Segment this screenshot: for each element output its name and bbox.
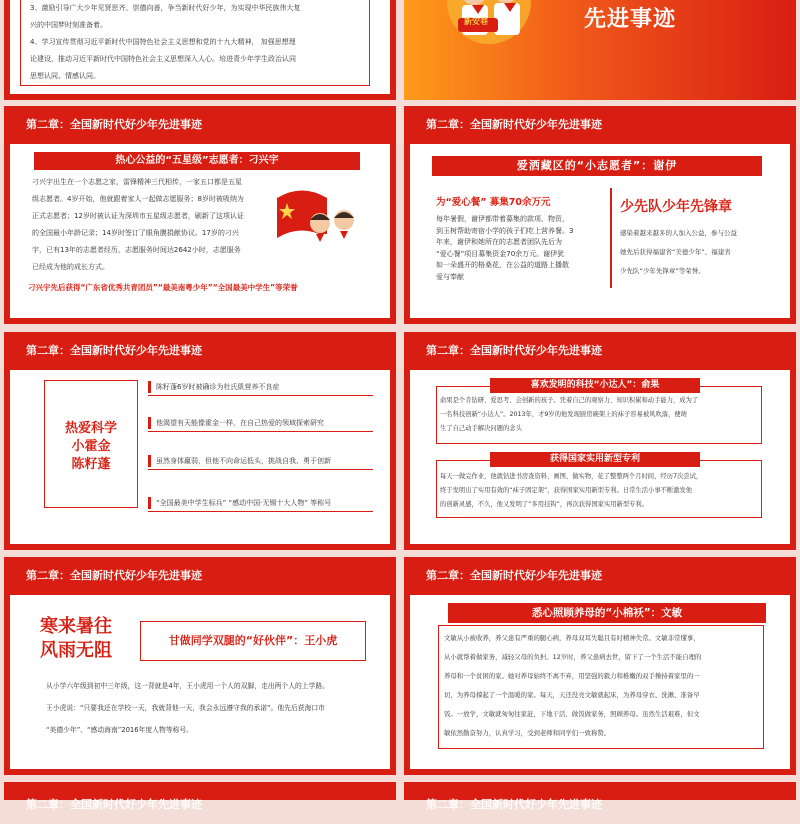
flag-kids-illustration <box>272 178 372 278</box>
slide-4-content <box>410 144 790 318</box>
chapter-title: 第二章：全国新时代好少年先进事迹 <box>426 569 602 582</box>
slide-7-header: 甘做同学双腿的“好伙伴”：王小虎 <box>168 634 338 647</box>
text-line: 刁兴宇出生在一个志愿之家，雷锋精神三代相传，一家五口都是五星 <box>32 178 242 186</box>
slide-5 <box>4 332 396 550</box>
slide-6-header-2: 获得国家实用新型专利 <box>490 452 700 467</box>
text-line: 的创新灵感，不久，他又发明了“多用挂钩”，再次获得国家实用新型专利。 <box>440 501 649 508</box>
text-line: “美德少年”、“感动海南”2016年度人物等称号。 <box>46 726 193 734</box>
text-line: 正式志愿者；12岁时被认证为深圳市五星级志愿者，刷新了这项认证 <box>32 212 244 220</box>
chapter-title: 第二章：全国新时代好少年先进事迹 <box>26 118 202 131</box>
mascot-illustration <box>434 0 544 42</box>
slide-8 <box>404 557 796 775</box>
slide-6-body-2 <box>440 470 760 512</box>
slide-5-item: 陈籽蓬6岁时被确诊为杜氏肌营养不良症 <box>148 378 373 396</box>
slide-2-title: 先进事迹 <box>584 7 677 32</box>
slide-8-content <box>410 595 790 769</box>
slide-7-content <box>10 595 390 769</box>
slide-3-content <box>10 144 390 318</box>
slide-7 <box>4 557 396 775</box>
slide-6-header-1: 喜欢发明的科技“小达人”：俞果 <box>490 378 700 393</box>
text-line: 文敏从小被收养，养父患有严重的腿心病，养母双耳失聪且有时精神失常。文敏非常懂事， <box>444 634 700 642</box>
text-line: 感染着越来越多的人加入公益，参与公益 <box>620 229 737 237</box>
slide-2 <box>404 0 796 100</box>
slide-5-item: “全国最美中学生标兵” “感动中国·无锡十大人物” 等称号 <box>148 494 373 512</box>
slide-5-title <box>44 420 138 474</box>
slide-7-big-title <box>40 615 112 663</box>
text-line: “爱心餐”项目募集资金70余万元。谢伊犹 <box>436 249 565 258</box>
text-line: 王小虎说：“只要我还在学校一天，我就背他一天，我会永远遵守我的承诺”。他先后获海口市 <box>46 704 325 712</box>
text-line: 论建设，推动习近平新时代中国特色社会主义思想深入人心。培进青少年学生政治认同 <box>30 55 296 63</box>
slide-1-text <box>30 0 370 85</box>
flag-icon <box>272 178 372 278</box>
slide-3-honor: 刁兴宇先后获得“广东省优秀共青团员”“最美南粤少年”“全国最美中学生”等荣誉 <box>28 283 298 292</box>
text-line: 少先队“少年先锋章”等荣誉。 <box>620 267 705 275</box>
text-line: 的全国最小年龄记录；14岁时签订了眼角膜捐献协议。17岁的刁兴 <box>32 229 239 237</box>
slide-6-body-1 <box>440 394 760 436</box>
text-line: 从小学六年级到初中三年级，这一背就是4年，王小虎用一个人的双脚，走出两个人的上学路。 <box>46 682 329 690</box>
chapter-title: 第二章：全国新时代好少年先进事迹 <box>426 344 602 357</box>
text-line: 级志愿者。4岁开始，他就跟着家人一起做志愿服务；8岁时被吸纳为 <box>32 195 244 203</box>
slide-4 <box>404 106 796 324</box>
chapter-title: 第二章：全国新时代好少年先进事迹 <box>26 569 202 582</box>
mascot-badge: 新安巷 <box>464 17 488 26</box>
text-line: 她先后获得福建省“美德少年”、福建省 <box>620 248 731 256</box>
text-line: 4、学习宣传贯彻习近平新时代中国特色社会主义思想和党的十九大精神， 加强思想理 <box>30 38 296 46</box>
slide-6 <box>404 332 796 550</box>
slide-3 <box>4 106 396 324</box>
title-line: 陈籽蓬 <box>71 457 111 472</box>
text-line: 思想认同、情感认同。 <box>30 72 100 80</box>
text-line: 兴的中国梦时刻准备着。 <box>30 21 107 29</box>
text-line: 从小就帮着做家务，减轻父母的负担。12岁时，养父患病去世，留下了一个生活不能自理的 <box>444 653 702 661</box>
text-line: 到玉树帮助寄宿小学的孩子们吃上营养餐。3 <box>436 226 574 235</box>
text-line: 如一朵盛开的格桑花，在公益的道路上播散 <box>436 261 569 269</box>
slide-4-body <box>436 214 616 283</box>
slide-4-subtitle: 为“爱心餐” 募集70余万元 <box>436 197 551 208</box>
text-line: 宇，已有13年的志愿者经历，志愿服务时间达2642小时，志愿服务 <box>32 246 241 254</box>
slide-5-item: 他渴望有天能像霍金一样，在自己热爱的领域探索研究 <box>148 414 373 432</box>
slide-8-header: 悉心照顾养母的“小棉袄”：文敏 <box>448 603 766 623</box>
text-line: 爱与奉献 <box>436 272 464 281</box>
text-line: 生了自己动手解决问题的念头 <box>440 425 522 432</box>
text-line: 已经成为他的成长方式。 <box>32 263 109 271</box>
slide-7-body <box>46 675 376 741</box>
chapter-title: 第二章：全国新时代好少年先进事迹 <box>426 118 602 131</box>
title-line: 寒来暑往 <box>40 616 112 637</box>
slide-8-body <box>444 629 762 743</box>
text-line: 饭。一放学，文敏就匆匆往家赶，下地干活，做饭做家务，照顾养母。虽然生活艰难，但文 <box>444 710 700 718</box>
slide-1 <box>4 0 396 100</box>
slide-4-right-title: 少先队少年先锋章 <box>620 199 732 215</box>
text-line: 终于发明出了实用有效的“袜子固定架”，获得国家实用新型专利。日常生活小事不断激发他 <box>440 487 693 494</box>
text-line: 年来，谢伊和她所在的志愿者团队先后为 <box>436 238 562 246</box>
title-line: 风雨无阻 <box>40 640 112 661</box>
text-line: 3、激励引导广大少年见贤思齐、崇德向善，争当新时代好少年，为实现中华民族伟大复 <box>30 4 301 12</box>
slide-9 <box>4 782 396 811</box>
title-line: 小霍金 <box>71 439 111 454</box>
slide-5-item: 虽然身体羸弱，但他不向命运低头，挑战自我、勇于创新 <box>148 452 373 470</box>
slide-4-right-body <box>620 224 780 281</box>
slide-10 <box>404 782 796 811</box>
text-line: 养母和一个贫困的家。她对养母始终不离不弃，用坚强的毅力和稚嫩的双手操持着家里的一 <box>444 672 700 680</box>
chapter-title: 第二章：全国新时代好少年先进事迹 <box>26 798 202 811</box>
slide-3-header: 热心公益的“五星级”志愿者：刁兴宇 <box>34 152 360 170</box>
slide-4-header: 爱洒藏区的“小志愿者”：谢伊 <box>432 156 762 176</box>
slide-3-body <box>32 174 272 276</box>
text-line: 每天一做完作业，他就钻进书房查资料、画图、做实物，花了整整两个月时间，经历7次尝试， <box>440 473 703 480</box>
slide-5-content <box>10 370 390 544</box>
slide-6-content <box>410 370 790 544</box>
divider <box>610 188 612 288</box>
text-line: 一名科技创新“小达人”。2013年，才9岁的他发现厨房碗架上的袜子容易被风吹落，便萌 <box>440 411 687 418</box>
text-line: 切，为养母撑起了一个温暖的家。每天，天还没亮文敏就起床，为养母穿衣、洗漱、准备早 <box>444 691 700 699</box>
text-line: 敏依然勤奋努力，认真学习，受到老师和同学们一致称赞。 <box>444 729 611 737</box>
children-icon <box>434 0 544 42</box>
title-line: 热爱科学 <box>64 421 117 436</box>
text-line: 俞果是个肯钻研、爱思考、会创新的孩子。凭着自己的观察力、知识积累和动手能力，成为了 <box>440 397 699 404</box>
chapter-title: 第二章：全国新时代好少年先进事迹 <box>26 344 202 357</box>
slide-1-content <box>10 0 390 94</box>
text-line: 每年暑假，谢伊都带着募集的款项、物资， <box>436 215 569 223</box>
chapter-title: 第二章：全国新时代好少年先进事迹 <box>426 798 602 811</box>
